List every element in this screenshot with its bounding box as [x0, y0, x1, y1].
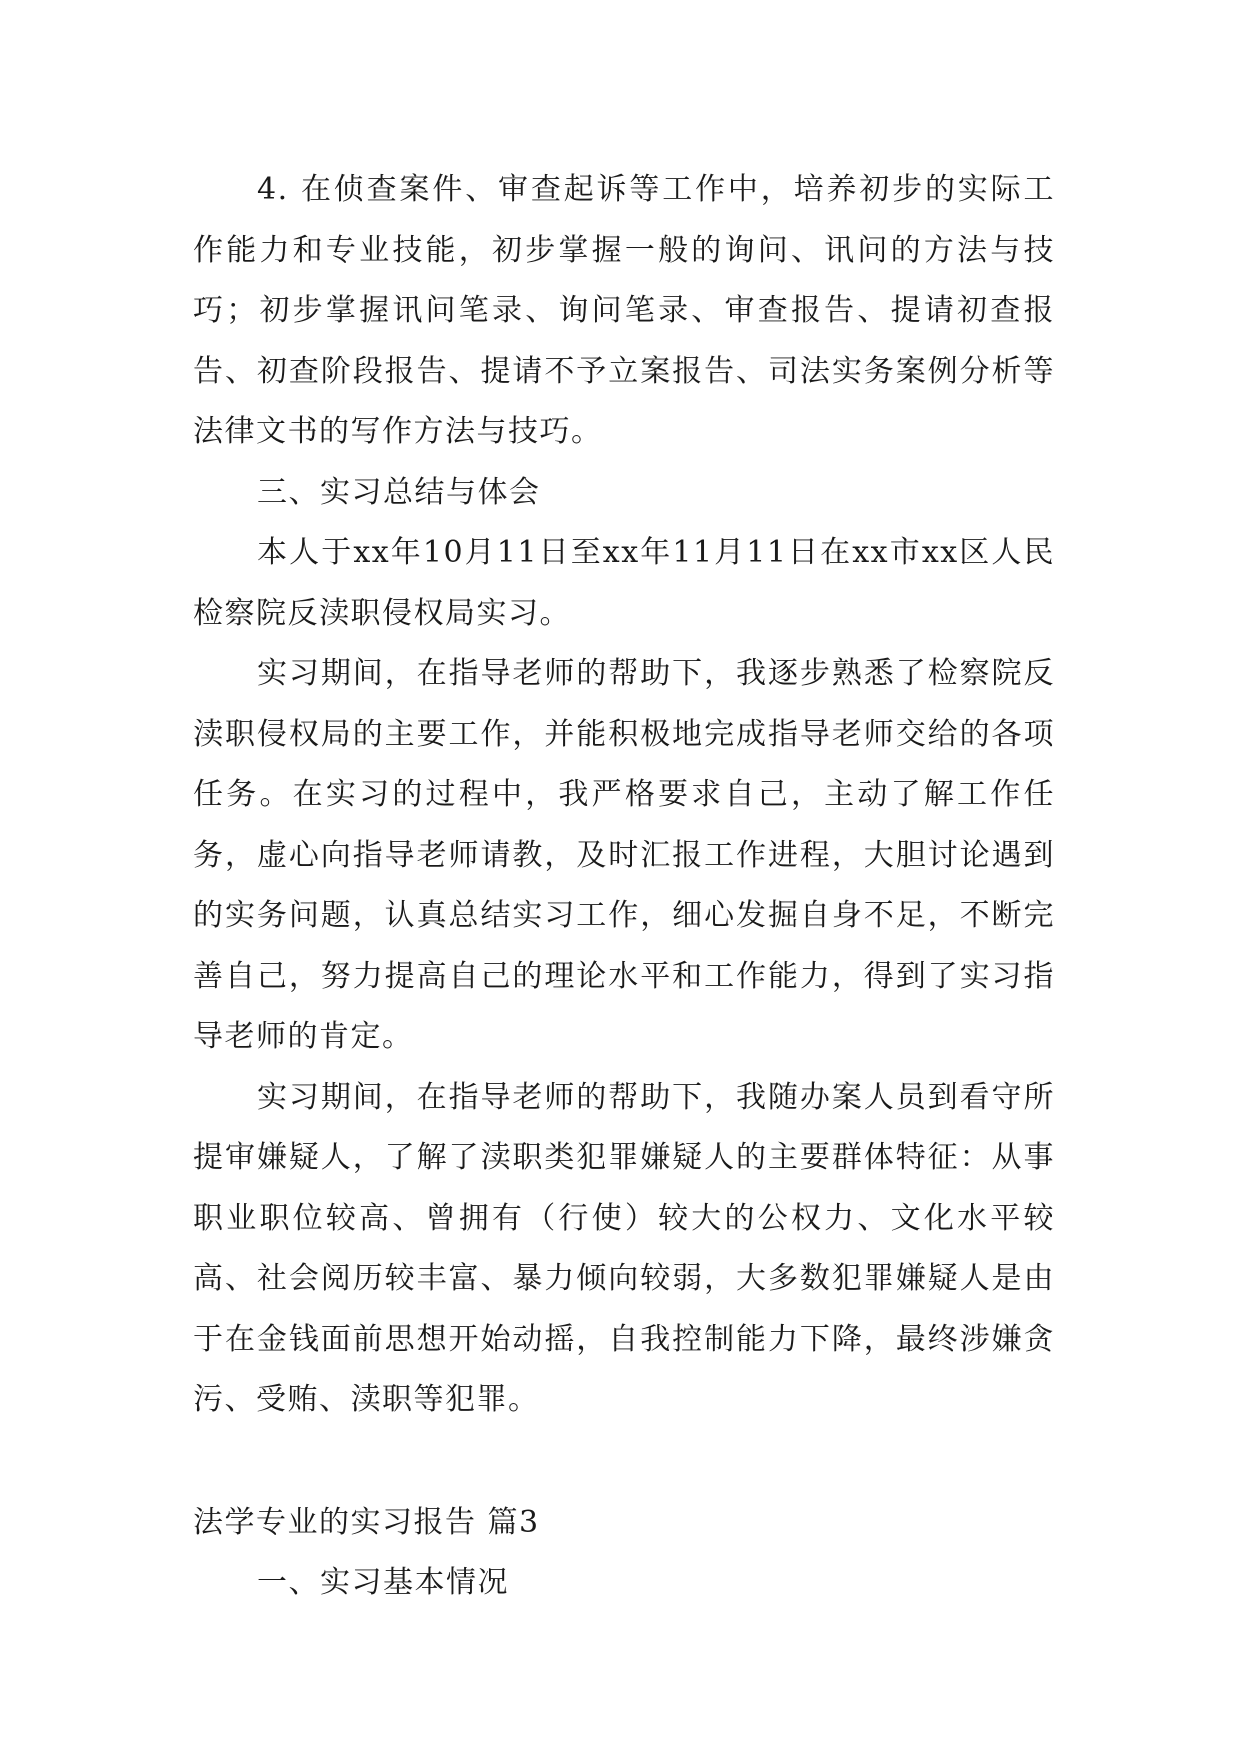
paragraph-suspect-features: 实习期间，在指导老师的帮助下，我随办案人员到看守所提审嫌疑人，了解了渎职类犯罪嫌疑人的主要群体特征：从事职业职位较高、曾拥有（行使）较大的公权力、文化水平较高、社会阅历较丰富、暴力倾向较弱，大多数犯罪嫌疑人是由于在金钱面前思想开始动摇，自我控制能力下降，最终涉嫌贪污、受贿、渎职等犯罪。 [193, 1079, 1055, 1417]
paragraph-item-4: 4. 在侦查案件、审查起诉等工作中，培养初步的实际工作能力和专业技能，初步掌握一般的询问、讯问的方法与技巧；初步掌握讯问笔录、询问笔录、审查报告、提请初查报告、初查阶段报告、提请不予立案报告、司法实务案例分析等法律文书的写作方法与技巧。 [193, 172, 1055, 449]
paragraph-internship-period: 本人于xx年10月11日至xx年11月11日在xx市xx区人民检察院反渎职侵权局实习。 [193, 535, 1055, 631]
heading-basic-info: 一、实习基本情况 [257, 1565, 509, 1600]
document-page [193, 160, 1055, 1614]
heading-summary: 三、实习总结与体会 [257, 474, 541, 510]
section-title: 法学专业的实习报告 篇3 [193, 1504, 540, 1540]
section-gap [193, 1431, 1055, 1493]
paragraph-internship-work: 实习期间，在指导老师的帮助下，我逐步熟悉了检察院反渎职侵权局的主要工作，并能积极地完成指导老师交给的各项任务。在实习的过程中，我严格要求自己，主动了解工作任务，虚心向指导老师请教，及时汇报工作进程，大胆讨论遇到的实务问题，认真总结实习工作，细心发掘自身不足，不断完善自己，努力提高自己的理论水平和工作能力，得到了实习指导老师的肯定。 [193, 656, 1055, 1054]
